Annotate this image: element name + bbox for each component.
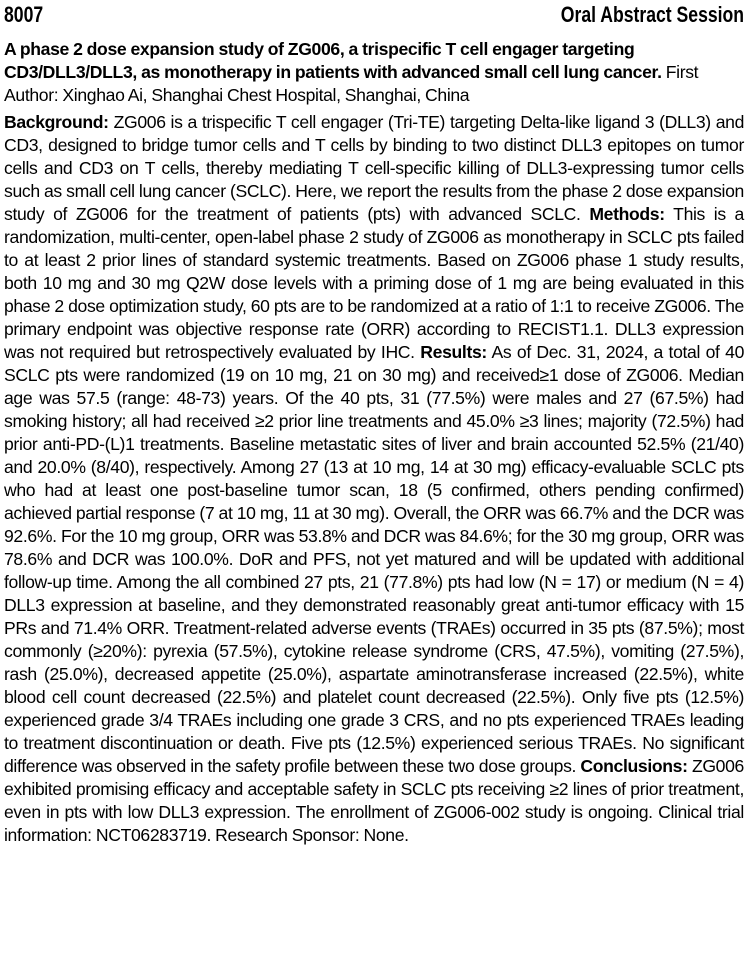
session-label: Oral Abstract Session [560, 2, 744, 27]
results-label: Results: [420, 342, 487, 362]
author-line: First Author: Xinghao Ai, Shanghai Chest Hospital, Shanghai, China [4, 62, 699, 105]
results-text: As of Dec. 31, 2024, a total of 40 SCLC pts were randomized (19 on 10 mg, 21 on 30 mg) and received≥1 dose of ZG006. Median age was 57.5 (range: 48-73) years. Of the 40 pts, 31 (77.5%) were males and 27 (67.5%) had smoking history; all had received ≥2 prior line treatments and 45.0% ≥3 lines; majority (72.5%) had prior anti-PD-(L)1 treatments. Baseline metastatic sites of liver and brain accounted 52.5% (21/40) and 20.0% (8/40), respectively. Among 27 (13 at 10 mg, 14 at 30 mg) efficacy-evaluable SCLC pts who had at least one post-baseline tumor scan, 18 (5 confirmed, others pending confirmed) achieved partial response (7 at 10 mg, 11 at 30 mg). Overall, the ORR was 66.7% and the DCR was 92.6%. For the 10 mg group, ORR was 53.8% and DCR was 84.6%; for the 30 mg group, ORR was 78.6% and DCR was 100.0%. DoR and PFS, not yet matured and will be updated with additional follow-up time. Among the all combined 27 pts, 21 (77.8%) pts had low (N = 17) or medium (N = 4) DLL3 expression at baseline, and they demonstrated reasonably great anti-tumor efficacy with 15 PRs and 71.4% ORR. Treatment-related adverse events (TRAEs) occurred in 35 pts (87.5%); most commonly (≥20%): pyrexia (57.5%), cytokine release syndrome (CRS, 47.5%), vomiting (27.5%), rash (25.0%), decreased appetite (25.0%), aspartate aminotransferase increased (22.5%), white blood cell count decreased (22.5%) and platelet count decreased (22.5%). Only five pts (12.5%) experienced grade 3/4 TRAEs including one grade 3 CRS, and no pts experienced TRAEs leading to treatment discontinuation or death. Five pts (12.5%) experienced serious TRAEs. No significant difference was observed in the safety profile between these two dose groups. [4, 342, 745, 776]
abstract-body [4, 111, 744, 847]
title-block [4, 38, 744, 107]
page-header [4, 0, 744, 38]
conclusions-label: Conclusions: [580, 756, 688, 776]
methods-text: This is a randomization, multi-center, open-label phase 2 study of ZG006 as monotherapy in SCLC pts failed to at least 2 prior lines of standard systemic treatments. Based on ZG006 phase 1 study results, both 10 mg and 30 mg Q2W dose levels with a priming dose of 1 mg are being evaluated in this phase 2 dose optimization study, 60 pts are to be randomized at a ratio of 1:1 to receive ZG006. The primary endpoint was objective response rate (ORR) according to RECIST1.1. DLL3 expression was not required but retrospectively evaluated by IHC. [4, 204, 744, 362]
background-text: ZG006 is a trispecific T cell engager (Tri-TE) targeting Delta-like ligand 3 (DLL3) and CD3, designed to bridge tumor cells and T cells by binding to two distinct DLL3 epitopes on tumor cells and CD3 on T cells, thereby mediating T cell-specific killing of DLL3-expressing tumor cells such as small cell lung cancer (SCLC). Here, we report the results from the phase 2 dose expansion study of ZG006 for the treatment of patients (pts) with advanced SCLC. [4, 112, 745, 224]
conclusions-text: ZG006 exhibited promising efficacy and acceptable safety in SCLC pts receiving ≥2 lines of prior treatment, even in pts with low DLL3 expression. The enrollment of ZG006-002 study is ongoing. Clinical trial information: NCT06283719. Research Sponsor: None. [4, 756, 744, 845]
abstract-number: 8007 [4, 2, 44, 27]
abstract-title: A phase 2 dose expansion study of ZG006, a trispecific T cell engager targeting CD3/DLL3/DLL3, as monotherapy in patients with advanced small cell lung cancer. [4, 39, 662, 82]
background-label: Background: [4, 112, 109, 132]
methods-label: Methods: [589, 204, 665, 224]
